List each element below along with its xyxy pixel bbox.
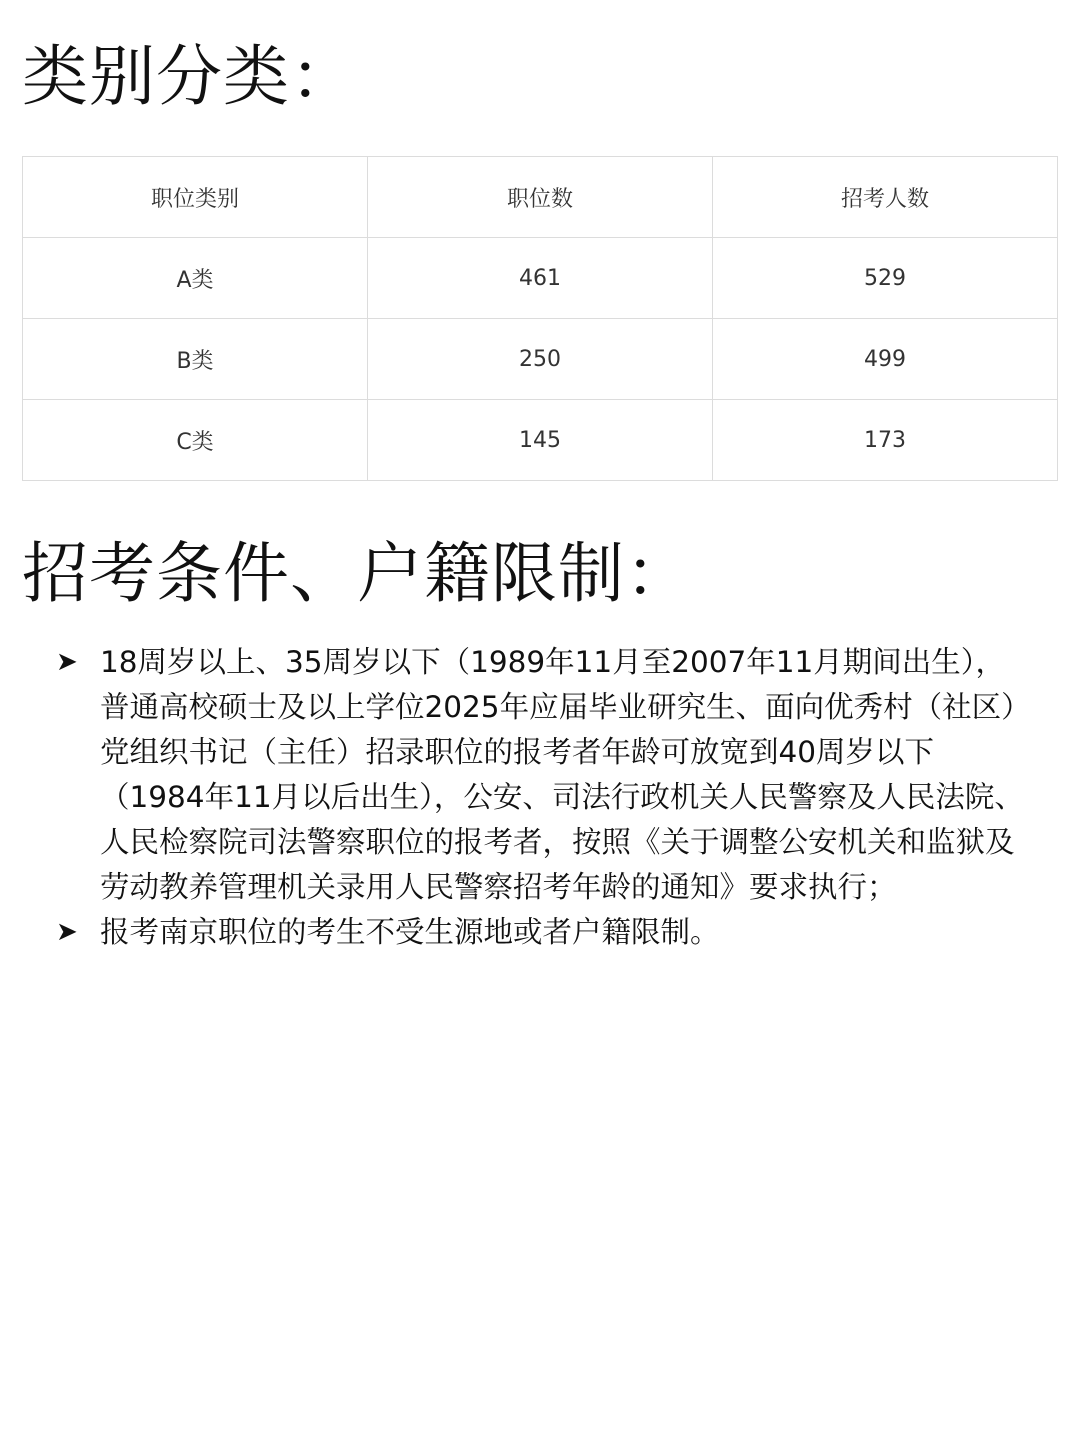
table-header-row bbox=[23, 157, 1058, 238]
cell-category: A类 bbox=[23, 238, 368, 319]
cell-category: B类 bbox=[23, 319, 368, 400]
cell-position-count: 250 bbox=[368, 319, 713, 400]
cell-recruit-count: 529 bbox=[713, 238, 1058, 319]
list-item-text: 报考南京职位的考生不受生源地或者户籍限制。 bbox=[100, 915, 720, 949]
cell-position-count: 145 bbox=[368, 400, 713, 481]
list-item bbox=[56, 910, 1026, 955]
cell-position-count: 461 bbox=[368, 238, 713, 319]
table-row bbox=[23, 319, 1058, 400]
header-category: 职位类别 bbox=[23, 157, 368, 238]
header-recruit-count: 招考人数 bbox=[713, 157, 1058, 238]
arrow-bullet-icon: ➤ bbox=[56, 647, 78, 677]
table-row bbox=[23, 238, 1058, 319]
conditions-heading: 招考条件、户籍限制： bbox=[22, 535, 692, 612]
cell-recruit-count: 173 bbox=[713, 400, 1058, 481]
header-position-count: 职位数 bbox=[368, 157, 713, 238]
table-row bbox=[23, 400, 1058, 481]
category-table bbox=[22, 156, 1058, 481]
arrow-bullet-icon: ➤ bbox=[56, 917, 78, 947]
list-item-text: 18周岁以上、35周岁以下（1989年11月至2007年11月期间出生），普通高校硕士及以上学位2025年应届毕业研究生、面向优秀村（社区）党组织书记（主任）招录职位的报考者年龄可放宽到40周岁以下（1984年11月以后出生），公安、司法行政机关人民警察及人民法院、人民检察院司法警察职位的报考者，按照《关于调整公安机关和监狱及劳动教养管理机关录用人民警察招考年龄的通知》要求执行； bbox=[100, 645, 1024, 904]
conditions-list bbox=[56, 640, 1026, 955]
list-item bbox=[56, 640, 1026, 910]
cell-category: C类 bbox=[23, 400, 368, 481]
cell-recruit-count: 499 bbox=[713, 319, 1058, 400]
category-heading: 类别分类： bbox=[22, 38, 357, 115]
